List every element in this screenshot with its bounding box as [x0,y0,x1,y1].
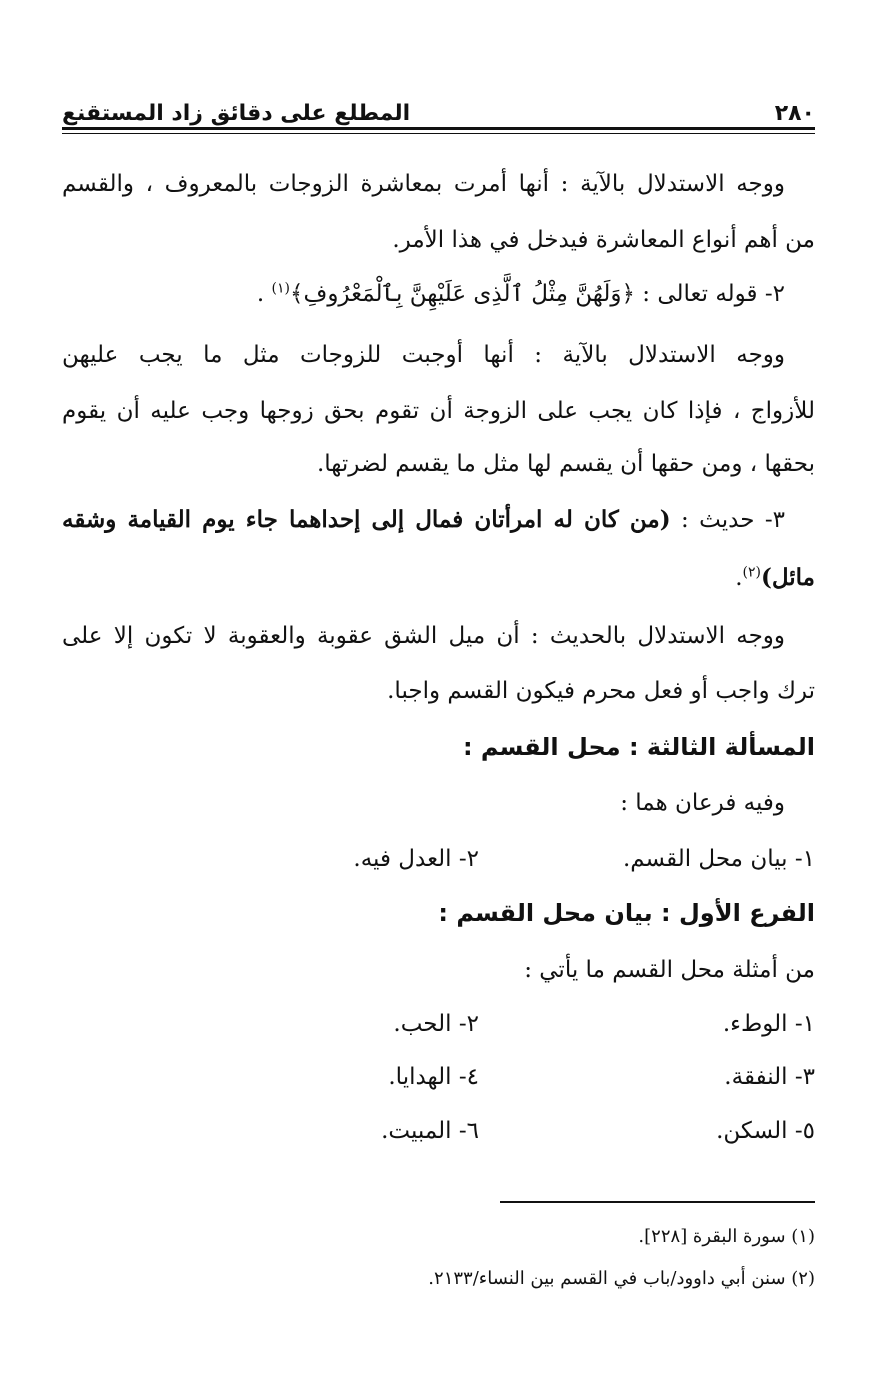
example-item: ٢- الحب. [393,1011,479,1037]
paragraph-line: بحقها ، ومن حقها أن يقسم لها مثل ما يقسم لضرتها. [316,451,815,477]
hadith-text: (من كان له امرأتان فمال إلى إحداهما جاء يوم القيامة وشقه [62,506,671,533]
page-number: ٢٨٠ [774,101,815,126]
footnote-ref: (٢) [742,564,761,581]
example-item: ١- الوطء. [722,1011,815,1037]
evidence-item-3-cont [62,560,815,596]
paragraph-line: ووجه الاستدلال بالحديث : أن ميل الشق عقوبة والعقوبة لا تكون إلا على [62,623,785,649]
paragraph-line: للأزواج ، فإذا كان يجب على الزوجة أن تقوم بحق زوجها وجب عليه أن يقوم [62,398,815,424]
example-item: ٣- النفقة. [724,1064,815,1090]
footnote: (١) سورة البقرة [٢٢٨]. [638,1226,815,1247]
item-prefix: ٣- حديث : [670,507,785,533]
paragraph-line: ترك واجب أو فعل محرم فيكون القسم واجبا. [387,678,815,704]
subsection-heading: الفرع الأول : بيان محل القسم : [438,899,815,927]
footnote-ref: (١) [271,280,290,297]
item-end: . [256,281,272,307]
example-item: ٤- الهدايا. [388,1064,479,1090]
item-prefix: ٢- قوله تعالى : [634,281,785,307]
intro-line: من أمثلة محل القسم ما يأتي : [524,957,815,983]
example-item: ٦- المبيت. [381,1118,479,1144]
paragraph-line: من أهم أنواع المعاشرة فيدخل في هذا الأمر. [392,227,815,253]
evidence-item-3 [62,502,815,538]
branch-item: ١- بيان محل القسم. [622,846,815,872]
example-item: ٥- السكن. [716,1118,815,1144]
quran-verse: ﴿وَلَهُنَّ مِثْلُ ٱلَّذِى عَلَيْهِنَّ بِٱلْمَعْرُوفِ﴾ [290,281,635,307]
paragraph-line: ووجه الاستدلال بالآية : أنها أمرت بمعاشرة الزوجات بالمعروف ، والقسم [62,171,785,197]
paragraph-line: ووجه الاستدلال بالآية : أنها أوجبت للزوجات مثل ما يجب عليهن [62,342,785,368]
header-rule-thick [62,127,815,130]
intro-line: وفيه فرعان هما : [620,790,785,816]
footnote: (٢) سنن أبي داوود/باب في القسم بين النساء/٢١٣٣. [428,1268,815,1289]
hadith-text: مائل) [760,564,815,591]
book-title: المطلع على دقائق زاد المستقنع [62,101,411,126]
evidence-item-2 [62,276,815,312]
branch-item: ٢- العدل فيه. [353,846,479,872]
section-heading: المسألة الثالثة : محل القسم : [462,733,815,761]
running-header [62,86,815,126]
footnote-separator [500,1201,815,1203]
item-end: . [735,565,743,591]
header-rule-thin [62,133,815,134]
